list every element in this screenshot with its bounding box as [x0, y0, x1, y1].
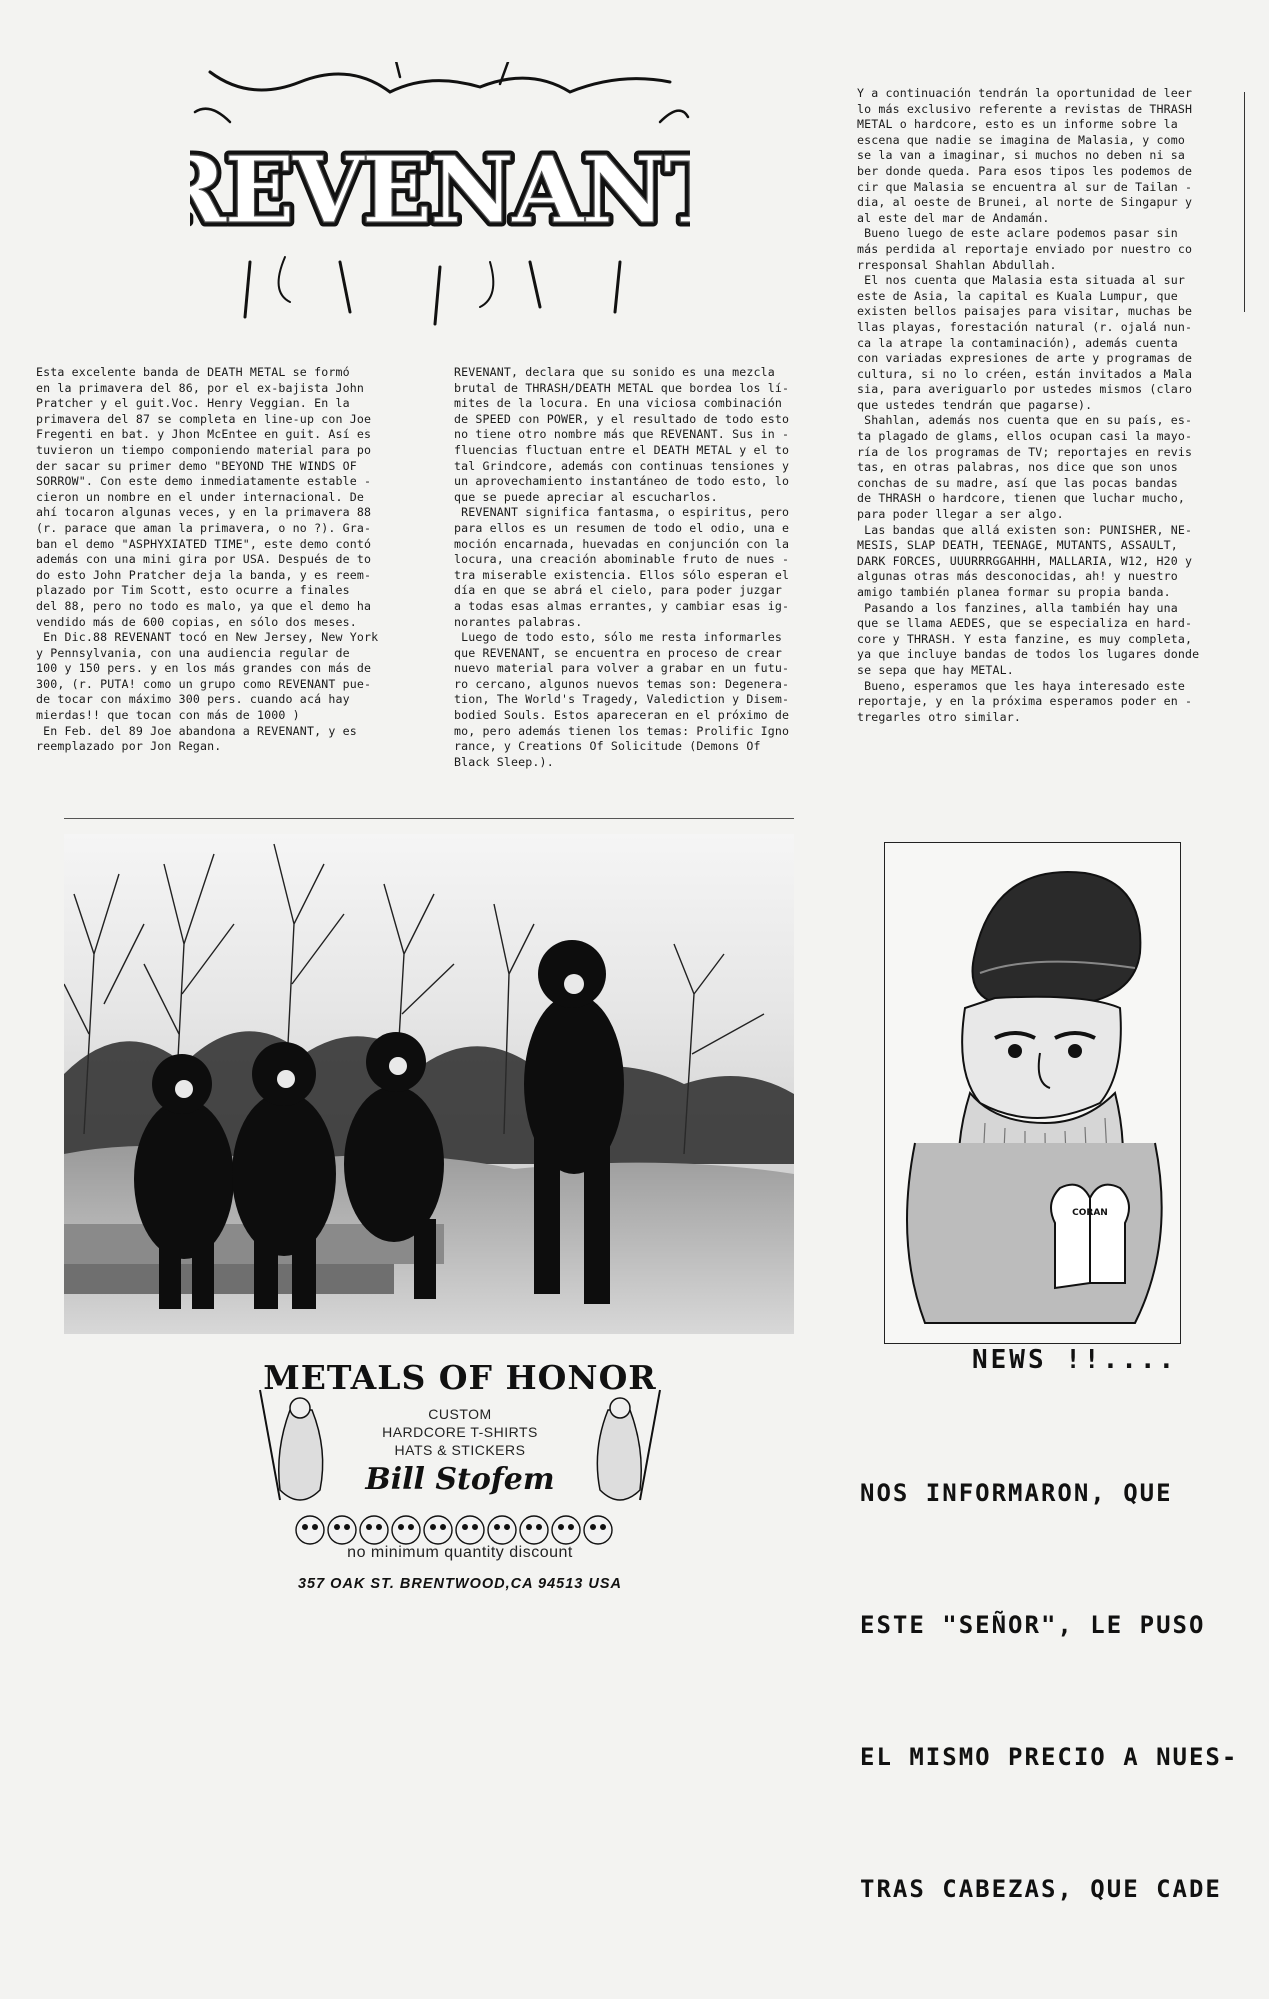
text-line: vendido más de 600 copias, en sólo dos meses. — [36, 614, 357, 629]
text-line: conchas de su madre, así que las pocas bandas — [857, 475, 1178, 490]
text-line: Y a continuación tendrán la oportunidad de leer — [857, 86, 1193, 100]
text-line: de tocar con máximo 300 pers. cuando acá hay — [36, 692, 350, 707]
text-line: SORROW". Con este demo inmediatamente estable - — [36, 474, 372, 489]
text-line: tuvieron un tiempo componiendo material para po — [36, 442, 372, 457]
revenant-logo — [190, 62, 690, 327]
text-line: MESIS, SLAP DEATH, TEENAGE, MUTANTS, ASSAULT, — [857, 538, 1178, 553]
text-line: que se llama AEDES, que se especializa en hard- — [857, 616, 1193, 631]
text-line: norantes palabras. — [454, 614, 583, 629]
text-line: tregarles otro similar. — [857, 709, 1021, 724]
article-column-2 — [454, 365, 789, 770]
text-line: En Feb. del 89 Joe abandona a REVENANT, y es — [36, 723, 357, 738]
text-line: escena que nadie se imagina de Malasia, y como — [857, 132, 1185, 147]
ad-line-custom: CUSTOM — [428, 1406, 492, 1422]
text-line: que se puede apreciar al escucharlos. — [454, 489, 718, 504]
text-line: lo más exclusivo referente a revistas de THRASH — [857, 101, 1193, 116]
text-line: que ustedes tendrán que pagarse). — [857, 397, 1093, 412]
text-line: y Pennsylvania, con una audiencia regular de — [36, 645, 350, 660]
text-line: locura, una creación abominable fruto de nues - — [454, 552, 790, 567]
logo-text: EVENAN — [224, 136, 664, 244]
text-line: REVENANT, declara que su sonido es una mezcla — [454, 365, 775, 379]
text-line: tal Grindcore, además con continuas tensiones y — [454, 458, 790, 473]
text-line: rance, y Creations Of Solicitude (Demons Of — [454, 739, 761, 754]
text-line: ta plagado de glams, ellos ocupan casi la mayo- — [857, 429, 1193, 444]
text-line: bodied Souls. Estos apareceran en el próximo de — [454, 708, 790, 723]
text-line: cir que Malasia se encuentra al sur de Tailan - — [857, 179, 1193, 194]
logo-text-outline: EVENAN — [224, 136, 664, 244]
metals-of-honor-ad — [250, 1350, 670, 1630]
text-line: Shahlan, además nos cuenta que en su país, es- — [857, 413, 1193, 428]
ad-note: no minimum quantity discount — [347, 1544, 573, 1561]
text-line: ro cercano, algunos nuevos temas son: Degenera- — [454, 676, 790, 691]
text-line: El nos cuenta que Malasia esta situada al sur — [857, 273, 1185, 288]
text-line: para ellos es un resumen de todo el odio, una e — [454, 520, 790, 535]
book-label: CORAN — [1072, 1208, 1108, 1218]
text-line: que REVENANT, se encuentra en proceso de crear — [454, 645, 782, 660]
text-line: plazado por Tim Scott, esto ocurre a finales — [36, 583, 350, 598]
text-line: un aprovechamiento instantáneo de todo esto, lo — [454, 474, 790, 489]
ad-line-tshirts: HARDCORE T-SHIRTS — [382, 1424, 538, 1440]
text-line: ahí tocaron algunas veces, y en la primavera 88 — [36, 505, 372, 520]
text-line: ban el demo "ASPHYXIATED TIME", este demo contó — [36, 536, 372, 551]
ad-contact-name: Bill Stofem — [365, 1462, 555, 1497]
cartoon-drawing — [885, 843, 1180, 1343]
text-line: ca la atrape la contaminación), además cuenta — [857, 335, 1178, 350]
text-line: En Dic.88 REVENANT tocó en New Jersey, New York — [36, 630, 379, 645]
text-line: existen bellos paisajes para visitar, muchas be — [857, 304, 1193, 319]
text-line: amigo también planea formar su propia banda. — [857, 585, 1171, 599]
cartoon-illustration — [884, 842, 1181, 1344]
text-line: Fregenti en bat. y Jhon McEntee en guit. Así es — [36, 427, 372, 442]
text-line: llas playas, forestación natural (r. ojalá nun- — [857, 319, 1193, 334]
text-line: REVENANT significa fantasma, o espiritus, pero — [454, 505, 790, 520]
text-line: 100 y 150 pers. y en los más grandes con más de — [36, 661, 372, 676]
text-line: además con una mini gira por USA. Después de to — [36, 552, 372, 567]
text-line: core y THRASH. Y esta fanzine, es muy completa, — [857, 631, 1193, 646]
text-line: en la primavera del 86, por el ex-bajista John — [36, 380, 364, 395]
text-line: Pasando a los fanzines, alla también hay una — [857, 600, 1178, 615]
text-line: al este del mar de Andamán. — [857, 210, 1050, 225]
text-line: METAL o hardcore, esto es un informe sobre la — [857, 117, 1178, 132]
text-line: cultura, si no lo créen, están invitados a Mala — [857, 366, 1193, 381]
article-column-3 — [857, 86, 1199, 725]
text-line: de SPEED con POWER, y el resultado de todo esto — [454, 411, 790, 426]
text-line: 300, (r. PUTA! como un grupo como REVENANT pue- — [36, 676, 372, 691]
ad-address: 357 OAK ST. BRENTWOOD,CA 94513 USA — [297, 1576, 623, 1592]
text-line: tion, The World's Tragedy, Valediction y Disem- — [454, 692, 790, 707]
text-line: Esta excelente banda de DEATH METAL se formó — [36, 365, 350, 379]
horizontal-divider — [64, 818, 794, 819]
text-line: tas, en otras palabras, nos dice que son unos — [857, 460, 1178, 475]
text-line: de THRASH o hardcore, tienen que luchar mucho, — [857, 491, 1185, 506]
text-line: se sepa que hay METAL. — [857, 662, 1014, 677]
text-line: a todas esas almas errantes, y cambiar esas ig- — [454, 598, 790, 613]
text-line: DARK FORCES, UUURRRGGAHHH, MALLARIA, W12, H20 y — [857, 553, 1193, 568]
news-line: NOS INFORMARON, QUE — [860, 1479, 1173, 1507]
text-line: sia, para averiguarlo por ustedes mismos (claro — [857, 382, 1193, 397]
news-box — [860, 1345, 1240, 1999]
text-line: tra miserable existencia. Ellos sólo esperan el — [454, 567, 790, 582]
text-line: no tiene otro nombre más que REVENANT. Sus in - — [454, 427, 790, 442]
band-photo — [64, 834, 794, 1334]
text-line: brutal de THRASH/DEATH METAL que bordea los lí- — [454, 380, 790, 395]
text-line: der sacar su primer demo "BEYOND THE WINDS OF — [36, 458, 357, 473]
text-line: Las bandas que allá existen son: PUNISHER, NE- — [857, 522, 1193, 537]
text-line: Pratcher y el guit.Voc. Henry Veggian. En la — [36, 396, 350, 411]
text-line: fluencias fluctuan entre el DEATH METAL y el to — [454, 442, 790, 457]
text-line: mo, pero además tienen los temas: Prolific Igno — [454, 723, 790, 738]
text-line: cieron un nombre en el under internacional. De — [36, 489, 364, 504]
text-line: mierdas!! que tocan con más de 1000 ) — [36, 708, 300, 723]
text-line: para poder llegar a ser algo. — [857, 507, 1064, 522]
text-line: primavera del 87 se completa en line-up con Joe — [36, 411, 372, 426]
article-column-1 — [36, 365, 378, 755]
news-line: ESTE "SEÑOR", LE PUSO — [860, 1611, 1206, 1639]
text-line: reportaje, y en la próxima esperamos poder en - — [857, 694, 1193, 709]
text-line: algunas otras más desconocidas, ah! y nuestro — [857, 569, 1178, 584]
band-photo-image — [64, 834, 794, 1334]
text-line: Luego de todo esto, sólo me resta informarles — [454, 630, 782, 645]
logo-art — [190, 62, 690, 327]
text-line: día en que se abrá el cielo, para poder juzgar — [454, 583, 782, 598]
text-line: Black Sleep.). — [454, 754, 554, 769]
text-line: Bueno luego de este aclare podemos pasar sin — [857, 226, 1178, 241]
column-border — [1244, 92, 1245, 312]
text-line: este de Asia, la capital es Kuala Lumpur, que — [857, 288, 1178, 303]
text-line: Bueno, esperamos que les haya interesado este — [857, 678, 1185, 693]
ad-title: METALS OF HONOR — [263, 1358, 657, 1397]
text-line: ber donde queda. Para esos tipos les podemos de — [857, 163, 1193, 178]
news-line: TRAS CABEZAS, QUE CADE — [860, 1875, 1222, 1903]
text-line: reemplazado por Jon Regan. — [36, 739, 222, 754]
text-line: mites de la locura. En una viciosa combinación — [454, 396, 782, 411]
text-line: del 88, pero no todo es malo, ya que el demo ha — [36, 598, 372, 613]
text-line: se la van a imaginar, si muchos no deben ni sa — [857, 148, 1185, 163]
text-line: (r. parace que aman la primavera, o no ?). Gra- — [36, 520, 372, 535]
news-line: EL MISMO PRECIO A NUES- — [860, 1743, 1239, 1771]
text-line: nuevo material para volver a grabar en un futu- — [454, 661, 790, 676]
text-line: con variadas expresiones de arte y programas de — [857, 351, 1193, 366]
text-line: ya que incluye bandas de todos los lugares donde — [857, 647, 1200, 662]
ad-line-hats: HATS & STICKERS — [394, 1442, 526, 1458]
news-body — [860, 1383, 1240, 1999]
news-title: NEWS !!.... — [972, 1345, 1178, 1375]
text-line: dia, al oeste de Brunei, al norte de Singapur y — [857, 195, 1193, 210]
text-line: moción encarnada, huevadas en conjunción con la — [454, 536, 790, 551]
text-line: ría de los programas de TV; reportajes en revis — [857, 444, 1193, 459]
text-line: do esto John Pratcher deja la banda, y es reem- — [36, 567, 372, 582]
text-line: rresponsal Shahlan Abdullah. — [857, 257, 1057, 272]
text-line: más perdida al reportaje enviado por nuestro co — [857, 241, 1193, 256]
